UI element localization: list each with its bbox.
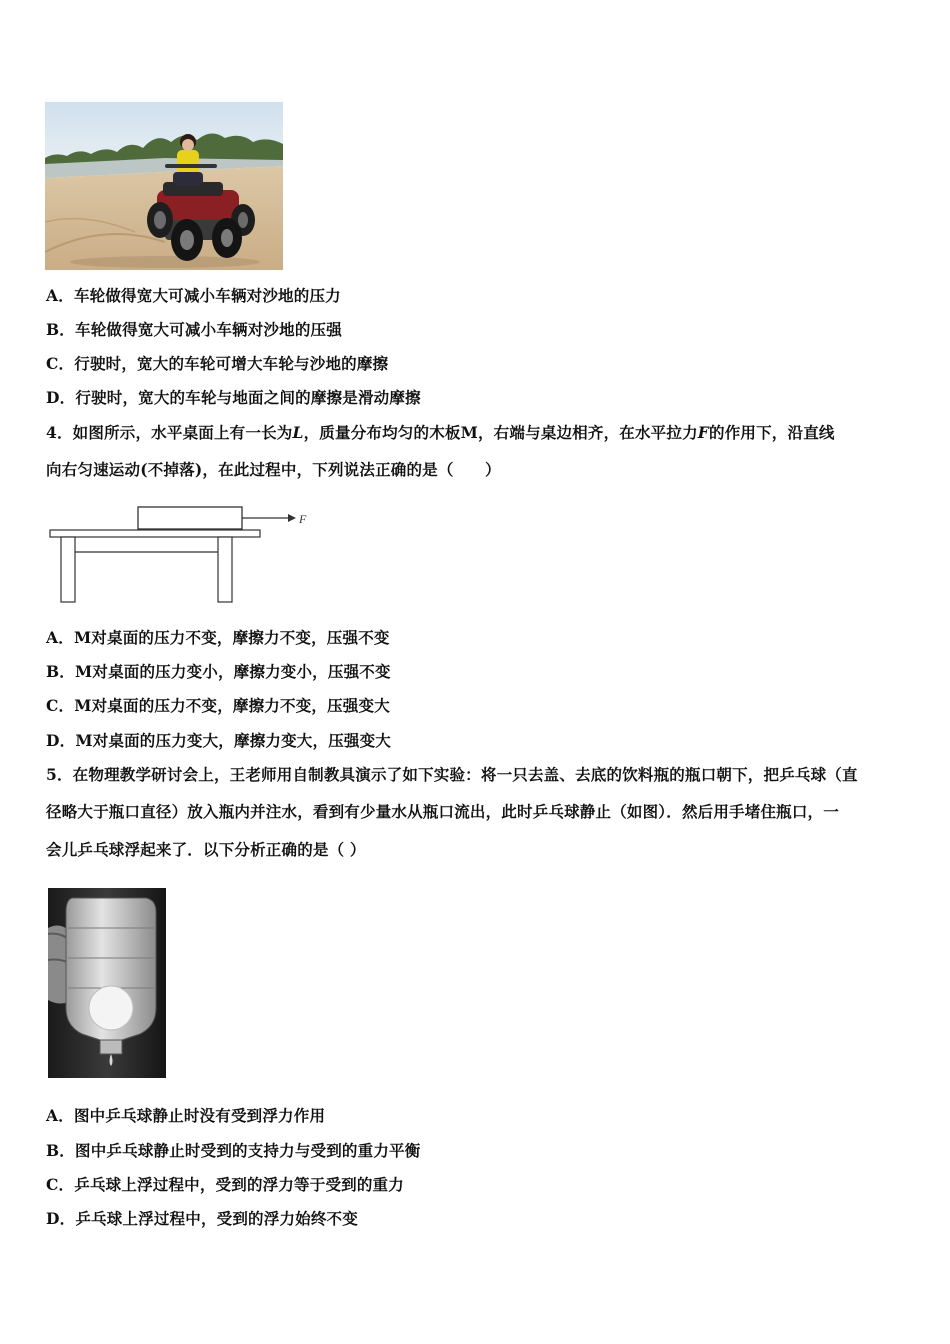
q4-option-d: D．M对桌面的压力变大，摩擦力变大，压强变大 [46,731,392,750]
q4-option-a: A．M对桌面的压力不变，摩擦力不变，压强不变 [46,628,390,647]
q4-stem-line1: 4．如图所示，水平桌面上有一长为L，质量分布均匀的木板M，右端与桌边相齐，在水平拉力F的作用下，沿直线 [46,423,835,442]
q3-option-a: A．车轮做得宽大可减小车辆对沙地的压力 [46,286,341,305]
q5-option-a: A．图中乒乓球静止时没有受到浮力作用 [46,1106,326,1125]
table-leg-left [61,537,75,602]
q4-stem-line2: 向右匀速运动(不掉落)，在此过程中，下列说法正确的是（ ） [46,460,501,479]
wooden-board-m [138,507,242,529]
bottle-pingpong-photo [48,888,166,1078]
force-arrow-head [288,514,296,522]
q4-option-b: B．M对桌面的压力变小，摩擦力变小，压强不变 [46,662,391,681]
q5-option-b: B．图中乒乓球静止时受到的支持力与受到的重力平衡 [46,1141,421,1160]
bottle-photo-illustration [48,888,166,1078]
q3-option-c: C．行驶时，宽大的车轮可增大车轮与沙地的摩擦 [46,354,389,373]
q5-stem-line2: 径略大于瓶口直径）放入瓶内并注水，看到有少量水从瓶口流出，此时乒乓球静止（如图）．然后用手堵住瓶口，一 [46,802,839,821]
q3-option-d: D．行驶时，宽大的车轮与地面之间的摩擦是滑动摩擦 [46,388,421,407]
q5-option-c: C．乒乓球上浮过程中，受到的浮力等于受到的重力 [46,1175,404,1194]
atv-photo-illustration [45,102,283,270]
force-label: F [299,512,307,526]
atv-on-sand-photo [45,102,283,270]
q5-option-d: D．乒乓球上浮过程中，受到的浮力始终不变 [46,1209,358,1228]
q4-option-c: C．M对桌面的压力不变，摩擦力不变，压强变大 [46,696,390,715]
q3-option-b: B．车轮做得宽大可减小车辆对沙地的压强 [46,320,342,339]
table-leg-right [218,537,232,602]
q4-table-figure [48,502,318,606]
table-top [50,530,260,537]
q5-stem-line3: 会儿乒乓球浮起来了．以下分析正确的是（ ） [46,840,366,859]
q5-stem-line1: 5．在物理教学研讨会上，王老师用自制教具演示了如下实验：将一只去盖、去底的饮料瓶的瓶口朝下，把乒乓球（直 [46,765,858,784]
